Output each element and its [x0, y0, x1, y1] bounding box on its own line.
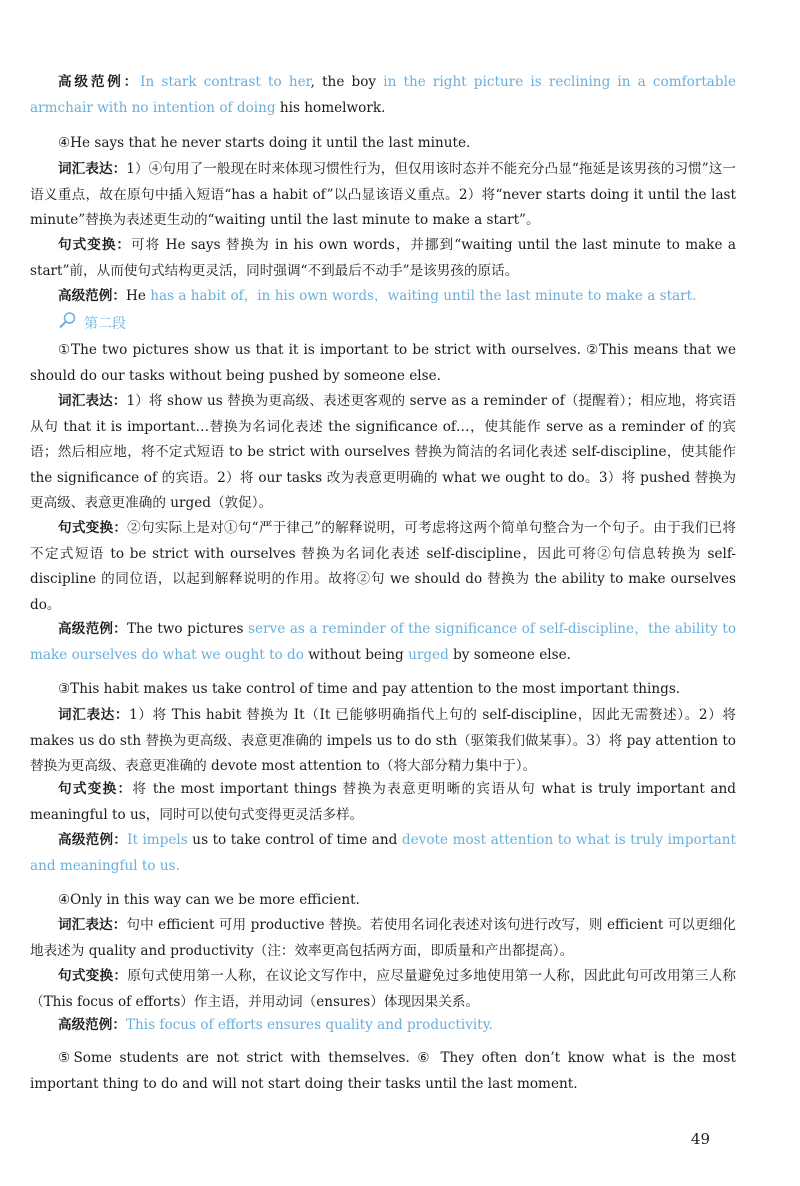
pattern-note-3: 句式变换：将 the most important things 替换为表意更明晰的宾语从句 what is truly important and meaningful to us，同时可以使句式变得更灵活多样。	[30, 781, 736, 823]
original-sentence-4b: ④Only in this way can we be more efficient.	[58, 892, 360, 908]
section-heading	[58, 311, 126, 339]
label-model: 高级范例：	[58, 74, 141, 90]
original-sentence-5-6: ⑤Some students are not strict with themselves. ⑥ They often don’t know what is the most important thing to do and will not start doing their tasks until the last moment.	[30, 1050, 736, 1092]
pattern-note-1-2: 句式变换：②句实际上是对①句“严于律己”的解释说明，可考虑将这两个简单句整合为一个句子。由于我们已将不定式短语 to be strict with ourselves 替换为名词化表述 self-discipline，因此可将②句信息转换为 self-discipline 的同位语，以起到解释说明的作用。故将②句 we should do 替换为 the ability to make ourselves do。	[30, 520, 736, 613]
original-sentence-1-2: ①The two pictures show us that it is important to be strict with ourselves. ②This means that we should do our tasks without being pushed by someone else.	[30, 342, 736, 384]
model-sentence-4: 高级范例：He has a habit of，in his own words，waiting until the last minute to make a start.	[58, 288, 697, 304]
original-sentence-4: ④He says that he never starts doing it until the last minute.	[58, 135, 471, 151]
vocab-note-4: 词汇表达：1）④句用了一般现在时来体现习惯性行为，但仅用该时态并不能充分凸显“拖延是该男孩的习惯”这一语义重点，故在原句中插入短语“has a habit of”以凸显该语义重点。2）将“never starts doing it until the last minute”替换为表述更生动的“waiting until the last minute to make a start”。	[30, 161, 736, 228]
model-sentence-4b: 高级范例：This focus of efforts ensures quality and productivity.	[58, 1017, 493, 1033]
model-sentence-b1: 高级范例：In stark contrast to her, the boy in the right picture is reclining in a comfortable armchair with no intention of doing his homelwork.	[30, 74, 736, 116]
page-number: 49	[690, 1130, 710, 1148]
model-sentence-3: 高级范例：It impels us to take control of time and devote most attention to what is truly important and meaningful to us.	[30, 832, 736, 874]
vocab-note-3: 词汇表达：1）将 This habit 替换为 It（It 已能够明确指代上句的 self-discipline，因此无需赘述）。2）将 makes us do sth 替换为更高级、表意更准确的 impels us to do sth（驱策我们做某事）。3）将 pay attention to 替换为更高级、表意更准确的 devote most attention to（将大部分精力集中于）。	[30, 707, 737, 774]
original-sentence-3: ③This habit makes us take control of time and pay attention to the most important things.	[58, 681, 681, 697]
magnifier-icon	[58, 311, 78, 339]
section-title: 第二段	[84, 316, 126, 332]
vocab-note-4b: 词汇表达：句中 efficient 可用 productive 替换。若使用名词化表述对该句进行改写，则 efficient 可以更细化地表述为 quality and productivity（注：效率更高包括两方面，即质量和产出都提高）。	[30, 917, 736, 959]
vocab-note-1-2: 词汇表达：1）将 show us 替换为更高级、表述更客观的 serve as a reminder of（提醒着）；相应地，将宾语从句 that it is important…替换为名词化表述 the significance of…，使其能作 serve as a reminder of 的宾语；然后相应地，将不定式短语 to be strict with ourselves 替换为简洁的名词化表述 self-discipline，使其能作 the significance of 的宾语。2）将 our tasks 改为表意更明确的 what we ought to do。3）将 pushed 替换为更高级、表意更准确的 urged（敦促）。	[30, 393, 737, 511]
pattern-note-4: 句式变换：可将 He says 替换为 in his own words，并挪到“waiting until the last minute to make a start”前，从而使句式结构更灵活，同时强调“不到最后不动手”是该男孩的原话。	[30, 237, 737, 279]
model-sentence-1-2: 高级范例：The two pictures serve as a reminder of the significance of self-discipline，the ability to make ourselves do what we ought to do without being urged by someone else.	[30, 621, 737, 663]
pattern-note-4b: 句式变换：原句式使用第一人称，在议论文写作中，应尽量避免过多地使用第一人称，因此此句可改用第三人称（This focus of efforts）作主语，并用动词（ensures）体现因果关系。	[30, 968, 737, 1010]
